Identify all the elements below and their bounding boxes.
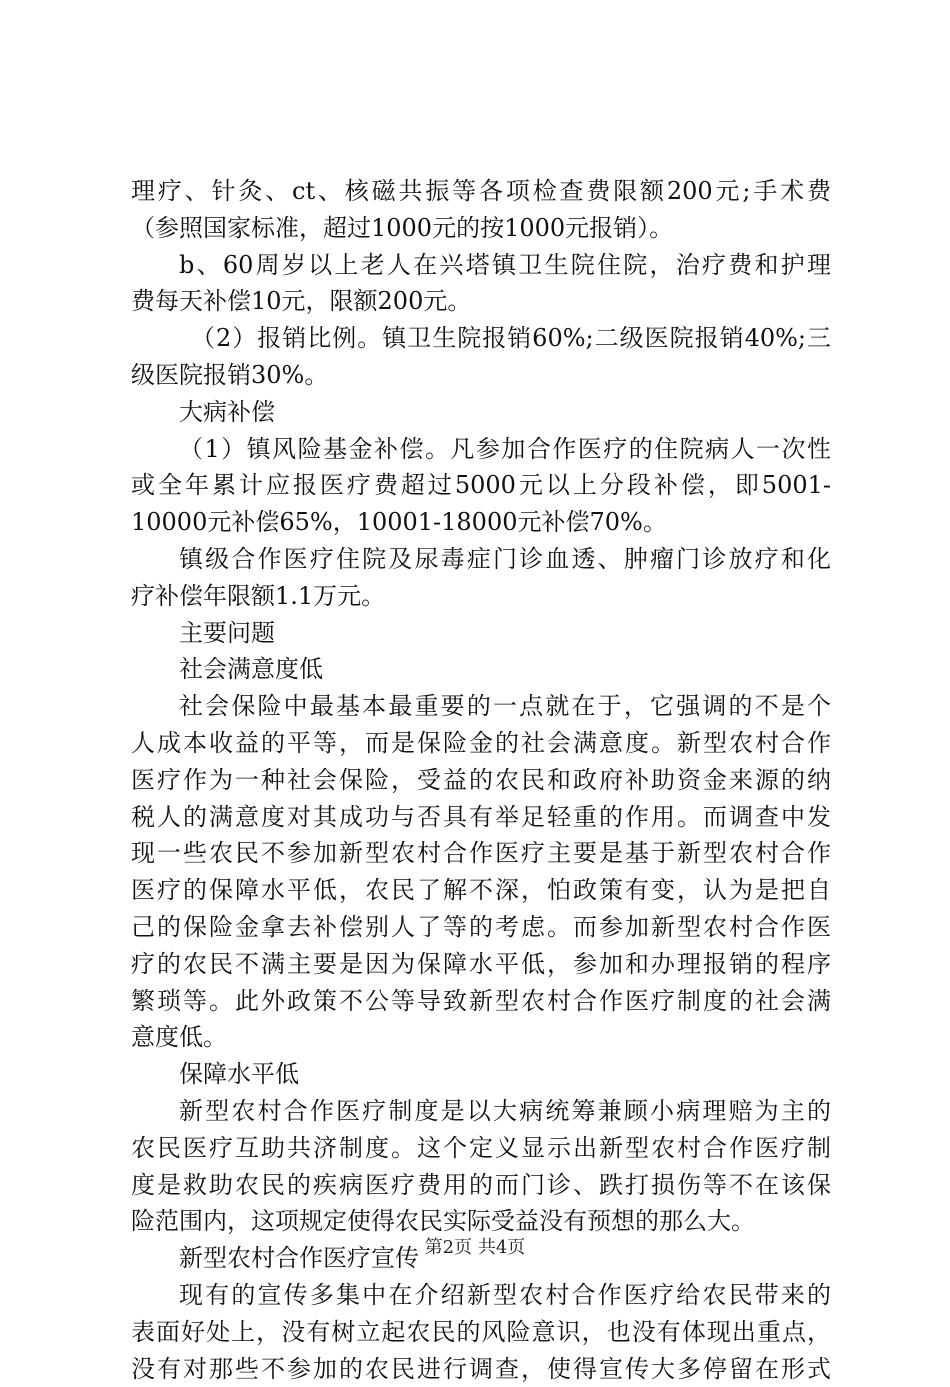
page-footer: 第2页 共4页: [0, 1233, 950, 1259]
text-line: 没有对那些不参加的农民进行调查，使得宣传大多停留在形式: [131, 1351, 831, 1387]
text-line: 新型农村合作医疗制度是以大病统筹兼顾小病理赔为主的: [131, 1093, 831, 1130]
text-line: 镇级合作医疗住院及尿毒症门诊血透、肿瘤门诊放疗和化: [131, 541, 831, 578]
text-line: 理疗、针灸、ct、核磁共振等各项检查费限额200元;手术费: [131, 173, 831, 210]
text-line: 主要问题: [131, 615, 831, 652]
text-line: 繁琐等。此外政策不公等导致新型农村合作医疗制度的社会满: [131, 983, 831, 1020]
text-line: 疗补偿年限额1.1万元。: [131, 578, 831, 615]
text-line: 医疗的保障水平低，农民了解不深，怕政策有变，认为是把自: [131, 872, 831, 909]
text-line: 10000元补偿65%，10001-18000元补偿70%。: [131, 504, 831, 541]
text-line: （2）报销比例。镇卫生院报销60%;二级医院报销40%;三: [131, 320, 831, 357]
text-line: 疗的农民不满主要是因为保障水平低，参加和办理报销的程序: [131, 946, 831, 983]
text-line: 大病补偿: [131, 394, 831, 431]
text-line: 意度低。: [131, 1019, 831, 1056]
text-line: 级医院报销30%。: [131, 357, 831, 394]
text-line: 税人的满意度对其成功与否具有举足轻重的作用。而调查中发: [131, 799, 831, 836]
text-line: 费每天补偿10元，限额200元。: [131, 283, 831, 320]
text-line: 己的保险金拿去补偿别人了等的考虑。而参加新型农村合作医: [131, 909, 831, 946]
text-line: 或全年累计应报医疗费超过5000元以上分段补偿，即5001-: [131, 467, 831, 504]
text-line: b、60周岁以上老人在兴塔镇卫生院住院，治疗费和护理: [131, 247, 831, 284]
text-line: 新型农村合作医疗宣传: [131, 1240, 831, 1277]
text-line: 医疗作为一种社会保险，受益的农民和政府补助资金来源的纳: [131, 762, 831, 799]
text-line: （1）镇风险基金补偿。凡参加合作医疗的住院病人一次性: [131, 431, 831, 468]
text-line: 现有的宣传多集中在介绍新型农村合作医疗给农民带来的: [131, 1277, 831, 1314]
text-line: 社会保险中最基本最重要的一点就在于，它强调的不是个: [131, 688, 831, 725]
text-line: 社会满意度低: [131, 651, 831, 688]
text-line: 险范围内，这项规定使得农民实际受益没有预想的那么大。: [131, 1203, 831, 1240]
text-line: （参照国家标准，超过1000元的按1000元报销）。: [131, 210, 831, 247]
text-line: 农民医疗互助共济制度。这个定义显示出新型农村合作医疗制: [131, 1130, 831, 1167]
document-body: [131, 173, 831, 1387]
text-line: 现一些农民不参加新型农村合作医疗主要是基于新型农村合作: [131, 835, 831, 872]
text-line: 表面好处上，没有树立起农民的风险意识，也没有体现出重点，: [131, 1314, 831, 1351]
text-line: 保障水平低: [131, 1056, 831, 1093]
text-line: 度是救助农民的疾病医疗费用的而门诊、跌打损伤等不在该保: [131, 1167, 831, 1204]
text-line: 人成本收益的平等，而是保险金的社会满意度。新型农村合作: [131, 725, 831, 762]
